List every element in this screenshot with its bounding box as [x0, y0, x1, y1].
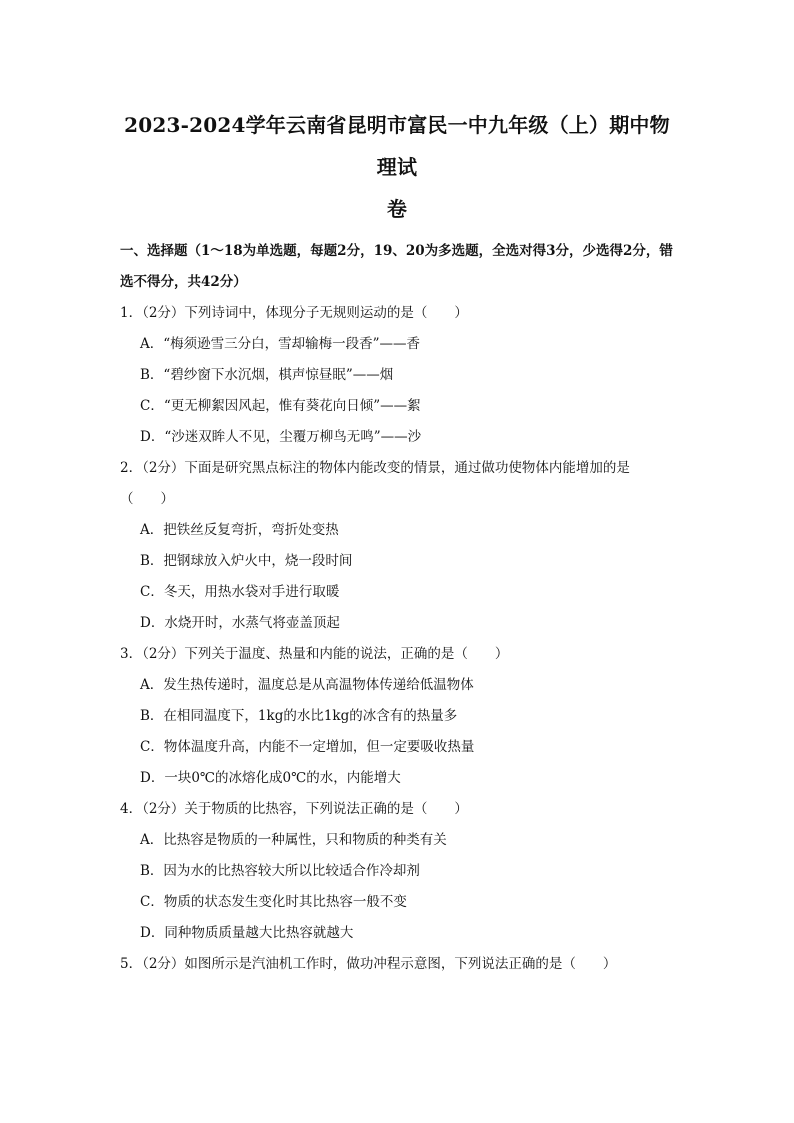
option-text: 在相同温度下，1kg的水比1kg的冰含有的热量多	[163, 708, 458, 724]
option-letter: C．	[140, 739, 164, 755]
option-a	[140, 515, 674, 546]
option-text: 水烧开时，水蒸气将壶盖顶起	[164, 615, 340, 631]
option-letter: B．	[140, 553, 164, 569]
option-d	[140, 422, 674, 453]
option-list	[120, 825, 674, 949]
option-list	[120, 670, 674, 794]
option-text: “梅须逊雪三分白，雪却输梅一段香”——香	[163, 336, 421, 352]
option-b	[140, 701, 674, 732]
section-heading-choice: 一、选择题（1～18为单选题，每题2分，19、20为多选题，全选对得3分，少选得2分，错选不得分，共42分）	[120, 243, 673, 290]
option-letter: D．	[140, 429, 165, 445]
option-letter: D．	[140, 615, 165, 631]
option-text: 一块0℃的冰熔化成0℃的水，内能增大	[164, 770, 401, 786]
question-stem: 4．（2分）关于物质的比热容，下列说法正确的是（ ）	[120, 801, 468, 817]
option-d	[140, 763, 674, 794]
option-text: 发生热传递时，温度总是从高温物体传递给低温物体	[163, 677, 474, 693]
option-list	[120, 515, 674, 639]
option-letter: A．	[140, 336, 164, 352]
option-text: 把钢球放入炉火中，烧一段时间	[163, 553, 353, 569]
option-text: 物体温度升高，内能不一定增加，但一定要吸收热量	[163, 739, 475, 755]
option-c	[140, 391, 674, 422]
option-list	[120, 329, 674, 453]
option-d	[140, 918, 674, 949]
question-3	[120, 639, 674, 794]
option-b	[140, 856, 674, 887]
option-text: 物质的状态发生变化时其比热容一般不变	[163, 894, 407, 910]
question-5	[120, 949, 674, 980]
option-c	[140, 732, 674, 763]
question-2	[120, 453, 674, 639]
option-text: “沙迷双眸人不见，尘覆万柳鸟无鸣”——沙	[164, 429, 422, 445]
option-letter: A．	[140, 522, 164, 538]
option-letter: B．	[140, 367, 164, 383]
option-c	[140, 887, 674, 918]
option-text: 比热容是物质的一种属性，只和物质的种类有关	[163, 832, 447, 848]
option-letter: B．	[140, 863, 164, 879]
option-text: “更无柳絮因风起，惟有葵花向日倾”——絮	[163, 398, 421, 414]
option-letter: B．	[140, 708, 164, 724]
option-text: 同种物质质量越大比热容就越大	[164, 925, 354, 941]
option-c	[140, 577, 674, 608]
question-stem: 3．（2分）下列关于温度、热量和内能的说法，正确的是（ ）	[120, 646, 509, 662]
option-letter: C．	[140, 894, 164, 910]
option-text: “碧纱窗下水沉烟，棋声惊昼眠”——烟	[163, 367, 394, 383]
option-a	[140, 825, 674, 856]
question-4	[120, 794, 674, 949]
option-d	[140, 608, 674, 639]
option-b	[140, 546, 674, 577]
option-letter: C．	[140, 398, 164, 414]
option-letter: A．	[140, 677, 164, 693]
option-letter: C．	[140, 584, 164, 600]
option-text: 因为水的比热容较大所以比较适合作冷却剂	[163, 863, 420, 879]
option-text: 把铁丝反复弯折，弯折处变热	[163, 522, 339, 538]
exam-title	[120, 104, 674, 230]
option-letter: D．	[140, 770, 165, 786]
exam-title-line1: 2023-2024学年云南省昆明市富民一中九年级（上）期中物理试	[124, 113, 670, 179]
question-1	[120, 298, 674, 453]
option-letter: D．	[140, 925, 165, 941]
option-text: 冬天，用热水袋对手进行取暖	[163, 584, 340, 600]
exam-title-line2: 卷	[386, 197, 408, 221]
question-stem: 2．（2分）下面是研究黑点标注的物体内能改变的情景，通过做功使物体内能增加的是（ ）	[120, 460, 630, 507]
option-b	[140, 360, 674, 391]
question-stem: 5．（2分）如图所示是汽油机工作时，做功冲程示意图，下列说法正确的是（ ）	[120, 956, 617, 972]
question-stem: 1．（2分）下列诗词中，体现分子无规则运动的是（ ）	[120, 305, 468, 321]
option-a	[140, 329, 674, 360]
option-a	[140, 670, 674, 701]
option-letter: A．	[140, 832, 164, 848]
